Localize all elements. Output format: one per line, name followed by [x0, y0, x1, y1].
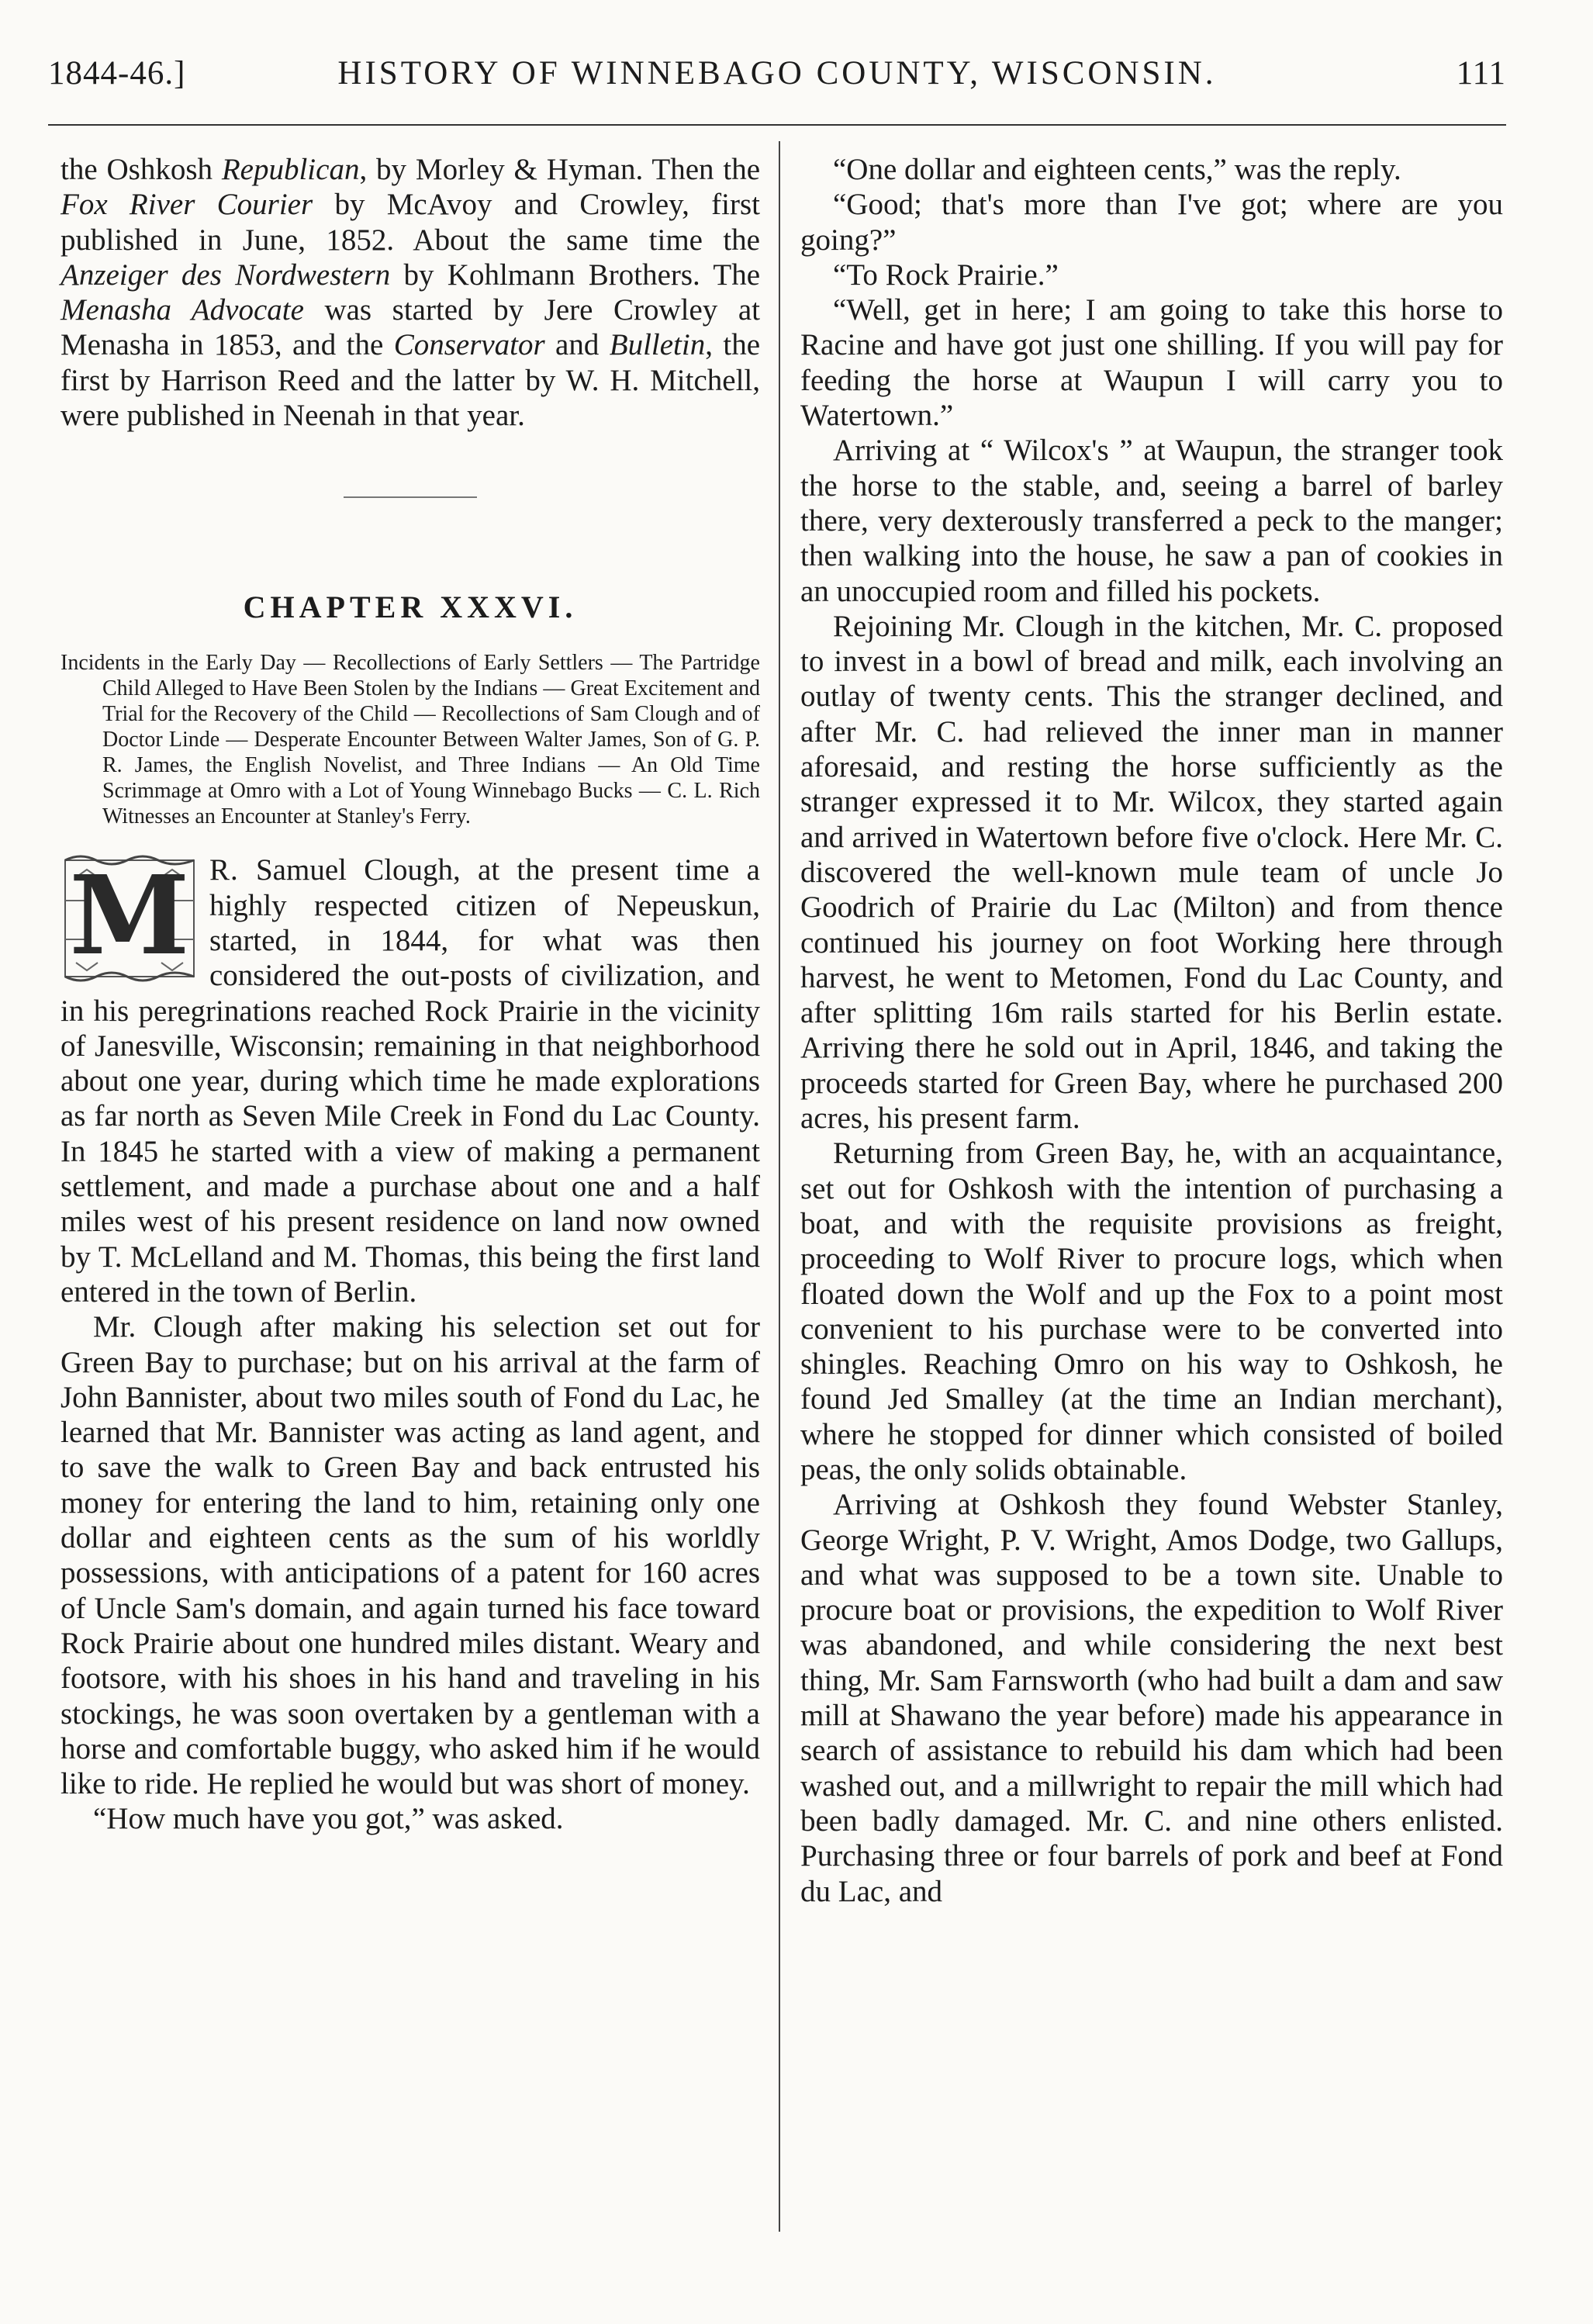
- page-number: 111: [1456, 55, 1506, 92]
- body-paragraph: “Well, get in here; I am going to take this horse to Racine and have got just one shilling. If you will pay for feeding the horse at Waupun I will carry you to Watertown.”: [800, 293, 1503, 433]
- newspaper-title: Menasha Advocate: [60, 293, 304, 327]
- chapter-synopsis: Incidents in the Early Day — Recollections of Early Settlers — The Partridge Child Alleged to Have Been Stolen by the Indians — Great Excitement and Trial for the Recovery of the Child — Recollections of Sam Clough and of Doctor Linde — Desperate Encounter Between Walter James, Son of G. P. R. James, the English Novelist, and Three Indians — An Old Time Scrimmage at Omro with a Lot of Young Winnebago Bucks — C. L. Rich Witnesses an Encounter at Stanley's Ferry.: [60, 651, 760, 829]
- newspaper-paragraph: the Oshkosh Republican, by Morley & Hyman. Then the Fox River Courier by McAvoy and Crowley, first published in June, 1852. About the same time the Anzeiger des Nordwestern by Kohlmann Brothers. The Menasha Advocate was started by Jere Crowley at Menasha in 1853, and the Conservator and Bulletin, the first by Harrison Reed and the latter by W. H. Mitchell, were published in Neenah in that year.: [60, 153, 761, 433]
- right-column: [800, 152, 1503, 1909]
- running-head-date: 1844-46.]: [48, 55, 186, 92]
- body-paragraph: “One dollar and eighteen cents,” was the reply.: [833, 153, 1401, 186]
- body-paragraph: Mr. Clough after making his selection set out for Green Bay to purchase; but on his arrival at the farm of John Bannister, about two miles south of Fond du Lac, he learned that Mr. Bannister was acting as land agent, and to save the walk to Green Bay and back entrusted his money for entering the land to him, retaining only one dollar and eighteen cents as the sum of his worldly possessions, with anticipations of a patent for 160 acres of Uncle Sam's domain, and again turned his face toward Rock Prairie about one hundred miles distant. Weary and footsore, with his shoes in his hand and traveling in his stockings, he was soon overtaken by a gentleman with a horse and comfortable buggy, who asked him if he would like to ride. He replied he would but was short of money.: [60, 1310, 760, 1801]
- clough-paragraph: M R. Samuel Clough, at the present time a highly respected citizen of Nepeuskun, started, in 1844, for what was then considered the out-posts of civilization, and in his peregrinations reached Rock Prairie in the vicinity of Janesville, Wisconsin; remaining in that neighborhood about one year, during which time he made explorations as far north as Seven Mile Creek in Fond du Lac County. In 1845 he started with a view of making a permanent settlement, and made a purchase about one and a half miles west of his present residence on land now owned by T. McLelland and M. Thomas, this being the first land entered in the town of Berlin.: [60, 852, 760, 1309]
- newspaper-title: Conservator: [393, 328, 545, 362]
- body-paragraph: Arriving at “ Wilcox's ” at Waupun, the stranger took the horse to the stable, and, seeing a barrel of barley there, very dexterously transferred a peck to the manger; then walking into the house, he saw a pan of cookies in an unoccupied room and filled his pockets.: [800, 434, 1503, 608]
- body-paragraph: Returning from Green Bay, he, with an acquaintance, set out for Oshkosh with the intention of purchasing a boat, and with the requisite provisions as freight, proceeding to Wolf River to procure logs, which when floated down the Wolf and up the Fox to a point most convenient to his purchase were to be converted into shingles. Reaching Omro on his way to Oshkosh, he found Jed Smalley (at the time an Indian merchant), where he stopped for dinner which consisted of boiled peas, the only solids obtainable.: [800, 1136, 1503, 1486]
- left-column: [60, 152, 760, 1837]
- lead-caps: R.: [209, 853, 239, 887]
- newspaper-title: Republican: [221, 153, 360, 186]
- body-paragraph: “To Rock Prairie.”: [833, 258, 1059, 292]
- body-paragraph: “How much have you got,” was asked.: [93, 1802, 564, 1836]
- body-paragraph: Arriving at Oshkosh they found Webster Stanley, George Wright, P. V. Wright, Amos Dodge, two Gallups, and what was supposed to be a town site. Unable to procure boat or provisions, the expedition to Wolf River was abandoned, and while considering the next best thing, Mr. Sam Farnsworth (who had built a dam and saw mill at Shawano the year before) made his appearance in search of assistance to rebuild his dam which had been washed out, and a millwright to repair the mill which had been badly damaged. Mr. C. and nine others enlisted. Purchasing three or four barrels of pork and beef at Fond du Lac, and: [800, 1488, 1503, 1908]
- header-divider: [48, 124, 1506, 126]
- running-head: [48, 54, 1506, 101]
- newspaper-title: Fox River Courier: [60, 188, 313, 222]
- body-paragraph: “Good; that's more than I've got; where are you going?”: [800, 188, 1503, 257]
- body-paragraph: Rejoining Mr. Clough in the kitchen, Mr. C. proposed to invest in a bowl of bread and milk, each involving an outlay of twenty cents. This the stranger declined, and after Mr. C. had relieved the inner man in manner aforesaid, and resting the horse sufficiently as the stranger expressed it to Mr. Wilcox, they started again and arrived in Watertown before five o'clock. Here Mr. C. discovered the well-known mule team of uncle Jo Goodrich of Prairie du Lac (Milton) and from thence continued his journey on foot Working here through harvest, he went to Metomen, Fond du Lac County, and after splitting 16m rails started for his Berlin estate. Arriving there he sold out in April, 1846, and taking the proceeds started for Green Bay, where he purchased 200 acres, his present farm.: [800, 609, 1503, 1136]
- running-head-title: HISTORY OF WINNEBAGO COUNTY, WISCONSIN.: [337, 55, 1217, 92]
- column-divider: [779, 141, 780, 2232]
- newspaper-title: Bulletin: [609, 328, 706, 362]
- newspaper-title: Anzeiger des Nordwestern: [60, 258, 391, 292]
- chapter-heading: CHAPTER XXXVI.: [243, 590, 578, 625]
- drop-cap-letter: M: [69, 852, 190, 980]
- section-separator: [344, 496, 477, 498]
- drop-cap-ornament: [60, 854, 199, 983]
